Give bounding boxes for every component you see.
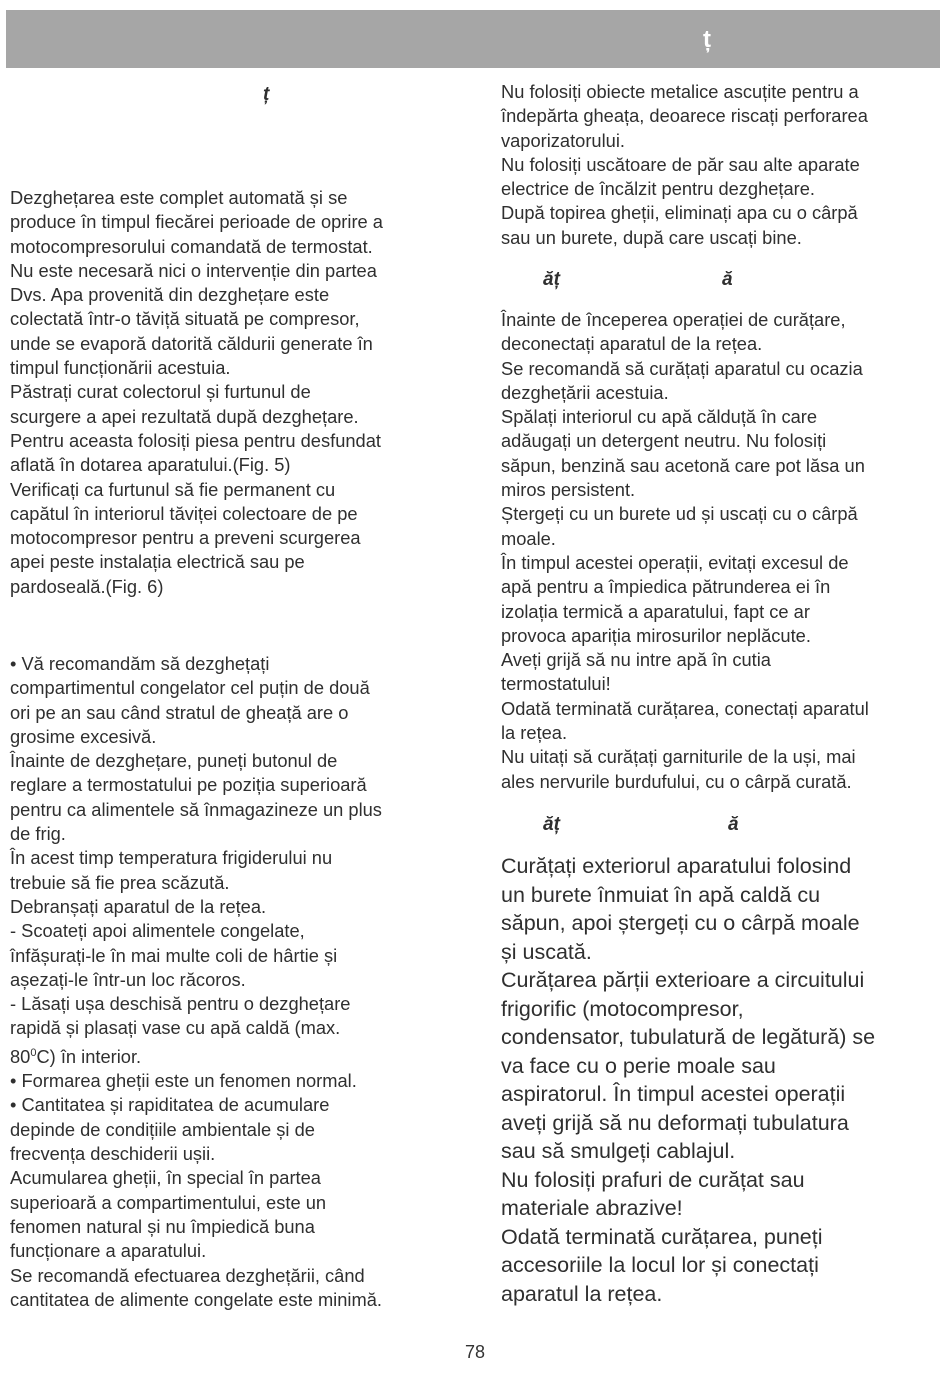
automatic-defrost-paragraph: Dezghețarea este complet automată și se produce în timpul fiecărei perioade de oprire a motocompresorului comandată de termostat. Nu este necesară nici o intervenție din partea Dvs. Apa provenită din dezghețare este colectată într-o tăviță situată pe compresor, unde se evaporă datorită căldurii generate în timpul funcționării acestuia. Păstrați curat colectorul și furtunul de scurgere a apei rezultată după dezghețare. Pentru aceasta folosiți piesa pentru desfundat aflată în dotarea aparatului.(Fig. 5) Verificați ca furtunul să fie permanent cu capătul în interiorul tăviței colectoare de pe motocompresor pentru a preveni scurgerea apei peste instalația electrică sau pe pardoseală.(Fig. 6) <box>10 187 383 597</box>
defrost-warnings-paragraph: Nu folosiți obiecte metalice ascuțite pentru a îndepărta gheața, deoarece riscați perforarea vaporizatorului. Nu folosiți uscătoare de păr sau alte aparate electrice de încălzit pentru dezghețare. După topirea gheții, eliminați apa cu o cârpă sau un burete, după care uscați bine. <box>501 81 868 248</box>
left-column-block-1 <box>10 186 450 599</box>
degree-superscript: 0 <box>30 1046 37 1059</box>
right-column-block-1 <box>501 80 941 250</box>
hot-water-temperature-line <box>10 1041 450 1069</box>
right-column-block-2 <box>501 308 941 794</box>
left-column-block-2 <box>10 652 450 1312</box>
exterior-cleaning-heading-part-b: ă <box>728 814 739 835</box>
interior-cleaning-heading-part-a: ăț <box>543 269 560 290</box>
interior-cleaning-paragraph: Înainte de începerea operației de curățare, deconectați aparatul de la rețea. Se recomandă să curățați aparatul cu ocazia dezghețării acestuia. Spălați interiorul cu apă călduță în care adăugați un detergent neutru. Nu folosiți săpun, benzină sau acetonă care pot lăsa un miros persistent. Ștergeți cu un burete ud și uscați cu o cârpă moale. În timpul acestei operații, evitați excesul de apă pentru a împiedica pătrunderea ei în izolația termică a aparatului, fapt ce ar provoca apariția mirosurilor neplăcute. Aveți grijă să nu intre apă în cutia termostatului! Odată terminată curățarea, conectați aparatul la rețea. Nu uitați să curățați garniturile de la uși, mai ales nervurile burdufului, cu o cârpă curată. <box>501 309 869 792</box>
page-number: 78 <box>464 1342 486 1362</box>
temperature-unit-text: C) în interior. <box>36 1045 142 1067</box>
freezer-defrost-paragraph: • Vă recomandăm să dezghețați compartimentul congelator cel puțin de două ori pe an sau când stratul de gheață are o grosime excesivă. Înainte de dezghețare, puneți butonul de reglare a termostatului pe poziția superioară pentru ca alimentele să înmagazineze un plus de frig. În acest timp temperatura frigiderului nu trebuie să fie prea scăzută. Debranșați aparatul de la rețea. - Scoateți apoi alimentele congelate, înfășurați-le în mai multe coli de hârtie și așezați-le într-un loc răcoros. - Lăsați ușa deschisă pentru o dezghețare rapidă și plasați vase cu apă caldă (max. <box>10 653 382 1039</box>
header-bar <box>6 10 940 68</box>
right-column-block-3 <box>501 852 941 1308</box>
ice-formation-paragraph: • Formarea gheții este un fenomen normal. • Cantitatea și rapiditatea de acumulare depinde de condițiile ambientale și de frecvența deschiderii ușii. Acumularea gheții, în special în partea superioară a compartimentului, este un fenomen natural și nu împiedică buna funcționare a aparatului. Se recomandă efectuarea dezghețării, când cantitatea de alimente congelate este minimă. <box>10 1070 382 1310</box>
exterior-cleaning-heading-part-a: ăț <box>543 814 560 835</box>
temperature-value: 80 <box>10 1045 31 1067</box>
left-section-heading: ț <box>263 84 270 105</box>
interior-cleaning-heading-part-b: ă <box>722 269 733 290</box>
header-title: ț <box>703 26 711 53</box>
exterior-cleaning-paragraph: Curățați exteriorul aparatului folosind un burete înmuiat în apă caldă cu săpun, apoi ștergeți cu o cârpă moale și uscată. Curățarea părții exterioare a circuitului frigorific (motocompresor, condensator, tubulatură de legătură) se va face cu o perie moale sau aspiratorul. În timpul acestei operații aveți grijă să nu deformați tubulatura sau să smulgeți cablajul. Nu folosiți prafuri de curățat sau materiale abrazive! Odată terminată curățarea, puneți accesoriile la locul lor și conectați aparatul la rețea. <box>501 854 876 1306</box>
